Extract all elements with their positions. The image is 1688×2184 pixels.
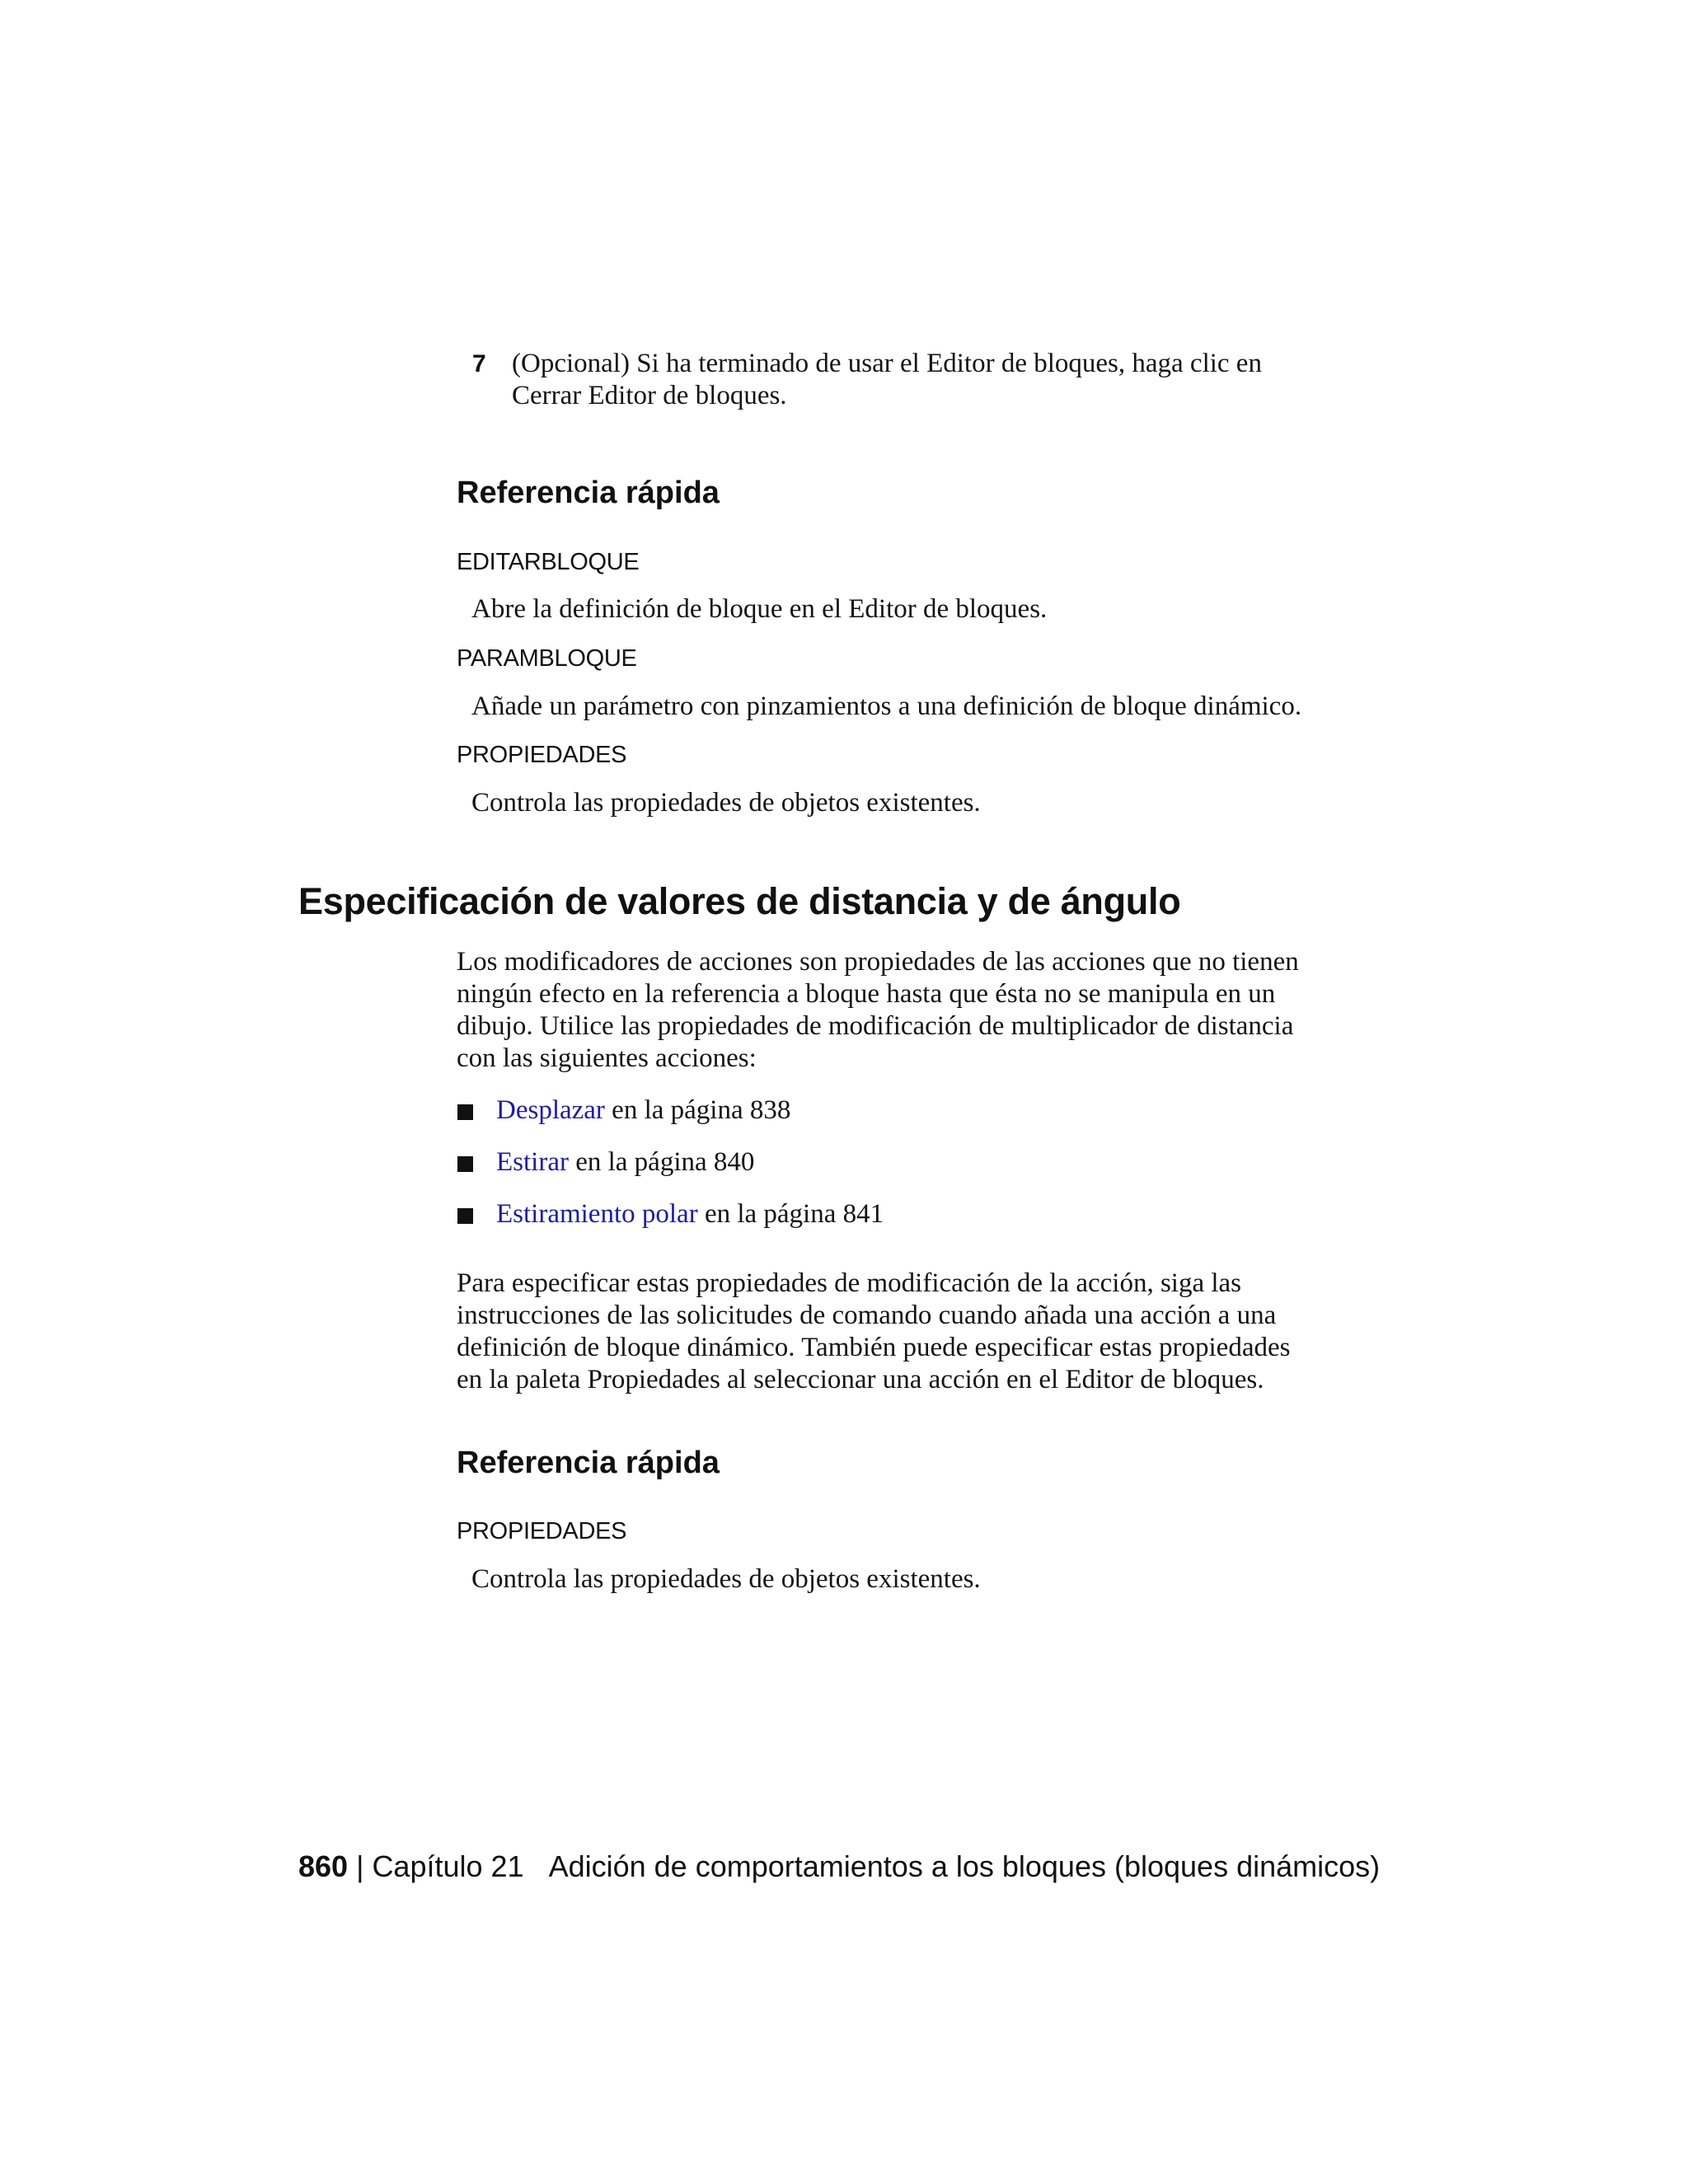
bullet-item (496, 1146, 754, 1179)
quick-reference-heading: Referencia rápida (457, 1446, 720, 1480)
paragraph-line: Los modificadores de acciones son propiedades de las acciones que no tienen (457, 947, 1299, 977)
command-name: EDITARBLOQUE (457, 549, 640, 575)
command-name: PROPIEDADES (457, 1518, 627, 1544)
section-paragraph (457, 946, 1351, 1075)
footer-separator: | (348, 1849, 373, 1883)
paragraph-line: dibujo. Utilice las propiedades de modificación de multiplicador de distancia (457, 1011, 1294, 1041)
link-estirar[interactable]: Estirar (496, 1147, 569, 1177)
link-desplazar[interactable]: Desplazar (496, 1095, 605, 1125)
chapter-title: Adición de comportamientos a los bloques (bloques dinámicos) (548, 1849, 1381, 1883)
bullet-marker (457, 1156, 473, 1172)
bullet-page-ref: en la página 841 (697, 1199, 884, 1229)
bullet-item (496, 1094, 790, 1127)
bullet-page-ref: en la página 840 (568, 1147, 755, 1177)
step-number: 7 (472, 350, 486, 377)
paragraph-line: con las siguientes acciones: (457, 1043, 757, 1073)
bullet-marker (457, 1208, 473, 1224)
paragraph-line: instrucciones de las solicitudes de comando cuando añada una acción a una (457, 1301, 1277, 1330)
step-text (512, 348, 1418, 412)
command-name: PARAMBLOQUE (457, 645, 637, 672)
step-text-line-1: (Opcional) Si ha terminado de usar el Editor de bloques, haga clic en (512, 349, 1262, 378)
command-description: Controla las propiedades de objetos existentes. (471, 1564, 981, 1594)
bullet-marker (457, 1104, 473, 1120)
page-number: 860 (298, 1849, 349, 1883)
section-title: Especificación de valores de distancia y de ángulo (298, 880, 1181, 922)
step-text-line-2: Cerrar Editor de bloques. (512, 381, 787, 410)
paragraph-line: Para especificar estas propiedades de modificación de la acción, siga las (457, 1268, 1242, 1298)
command-description: Añade un parámetro con pinzamientos a una definición de bloque dinámico. (471, 691, 1302, 721)
bullet-page-ref: en la página 838 (604, 1095, 791, 1125)
paragraph-line: en la paleta Propiedades al seleccionar una acción en el Editor de bloques. (457, 1365, 1264, 1394)
paragraph-line: ningún efecto en la referencia a bloque hasta que ésta no se manipula en un (457, 979, 1276, 1009)
chapter-label: Capítulo 21 (372, 1849, 524, 1883)
paragraph-line: definición de bloque dinámico. También puede especificar estas propiedades (457, 1333, 1291, 1362)
bullet-item (496, 1198, 884, 1230)
page-footer (298, 1849, 1380, 1885)
command-description: Abre la definición de bloque en el Editor de bloques. (471, 594, 1048, 624)
command-description: Controla las propiedades de objetos existentes. (471, 788, 981, 818)
section-paragraph (457, 1268, 1351, 1396)
quick-reference-heading: Referencia rápida (457, 476, 720, 510)
command-name: PROPIEDADES (457, 742, 627, 768)
link-estiramiento-polar[interactable]: Estiramiento polar (496, 1199, 698, 1229)
